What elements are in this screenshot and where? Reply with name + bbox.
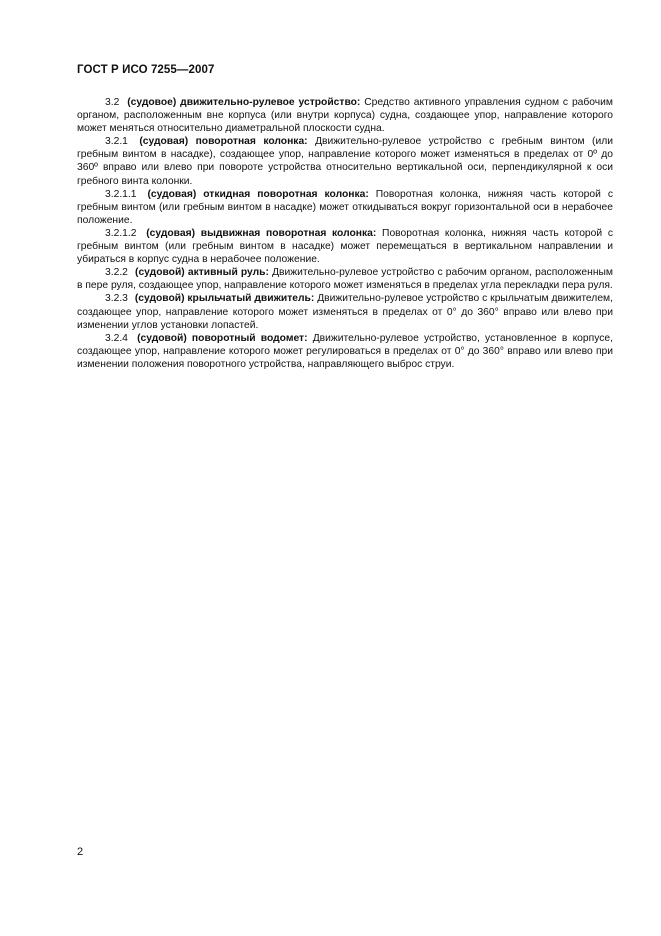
- definition-text: Средство активного управления судном с рабочим органом, расположенным вне корпуса (или внутри корпуса) судна, создающее упор, направление которого может меняться относительно диаметральной плоскости судна.: [77, 97, 613, 135]
- definitions-body: [77, 96, 613, 371]
- definition-text: Движительно-рулевое устройство с гребным винтом (или гребным винтом в насадке), создающее упор, направление которого может изменяться в пределах от 0º до 360º вправо или влево при повороте устройства относительно вертикальной оси, перпендикулярной к оси гребного винта колонки.: [77, 136, 613, 187]
- definition-text: Движительно-рулевое устройство с рабочим органом, расположенным в пере руля, создающее упор, направление которого может изменяться в пределах угла перекладки пера руля.: [77, 267, 613, 292]
- term: (судовая) откидная поворотная колонка:: [147, 188, 369, 200]
- clause-number: 3.2: [105, 97, 120, 108]
- clause-number: 3.2.3: [105, 293, 128, 305]
- definition-text: Поворотная колонка, нижняя часть которой с гребным винтом (или гребным винтом в насадке) может перемещаться в вертикальном направлении и убираться в корпус судна в нерабочее положение.: [77, 227, 613, 266]
- definition-3-2-4: [77, 332, 613, 371]
- definition-3-2-2: [77, 266, 613, 292]
- clause-number: 3.2.1: [105, 136, 128, 148]
- clause-number: 3.2.1.2: [105, 227, 137, 239]
- definition-3-2-1: [77, 135, 613, 187]
- clause-number: 3.2.1.1: [105, 188, 137, 200]
- term: (судовой) активный руль:: [135, 267, 269, 279]
- term: (судовой) крыльчатый движитель:: [134, 293, 315, 305]
- term: (судовая) поворотная колонка:: [139, 136, 308, 148]
- term: (судовое) движительно-рулевое устройство:: [127, 97, 361, 108]
- definition-3-2-1-1: [77, 188, 613, 227]
- term: (судовой) поворотный водомет:: [137, 332, 308, 344]
- clause-number: 3.2.2: [105, 267, 128, 279]
- definition-3-2: [77, 96, 613, 135]
- term: (судовая) выдвижная поворотная колонка:: [146, 227, 377, 239]
- definition-text: Поворотная колонка, нижняя часть которой с гребным винтом (или гребным винтом в насадке) может откидываться вокруг горизонтальной оси в нерабочее положение.: [77, 188, 613, 226]
- definition-3-2-3: [77, 292, 613, 331]
- definition-text: Движительно-рулевое устройство с крыльчатым движителем, создающее упор, направление которого может изменяться в пределах от 0° до 360° вправо или влево при изменении углов установки лопастей.: [77, 293, 613, 331]
- document-header: ГОСТ Р ИСО 7255—2007: [77, 64, 215, 76]
- definition-3-2-1-2: [77, 227, 613, 266]
- definition-text: Движительно-рулевое устройство, установленное в корпусе, создающее упор, направление которого может регулироваться в пределах от 0° до 360° вправо или влево при изменении положения поворотного устройства, направляющего выброс струи.: [77, 332, 613, 370]
- page-number: 2: [77, 846, 84, 858]
- clause-number: 3.2.4: [105, 332, 128, 344]
